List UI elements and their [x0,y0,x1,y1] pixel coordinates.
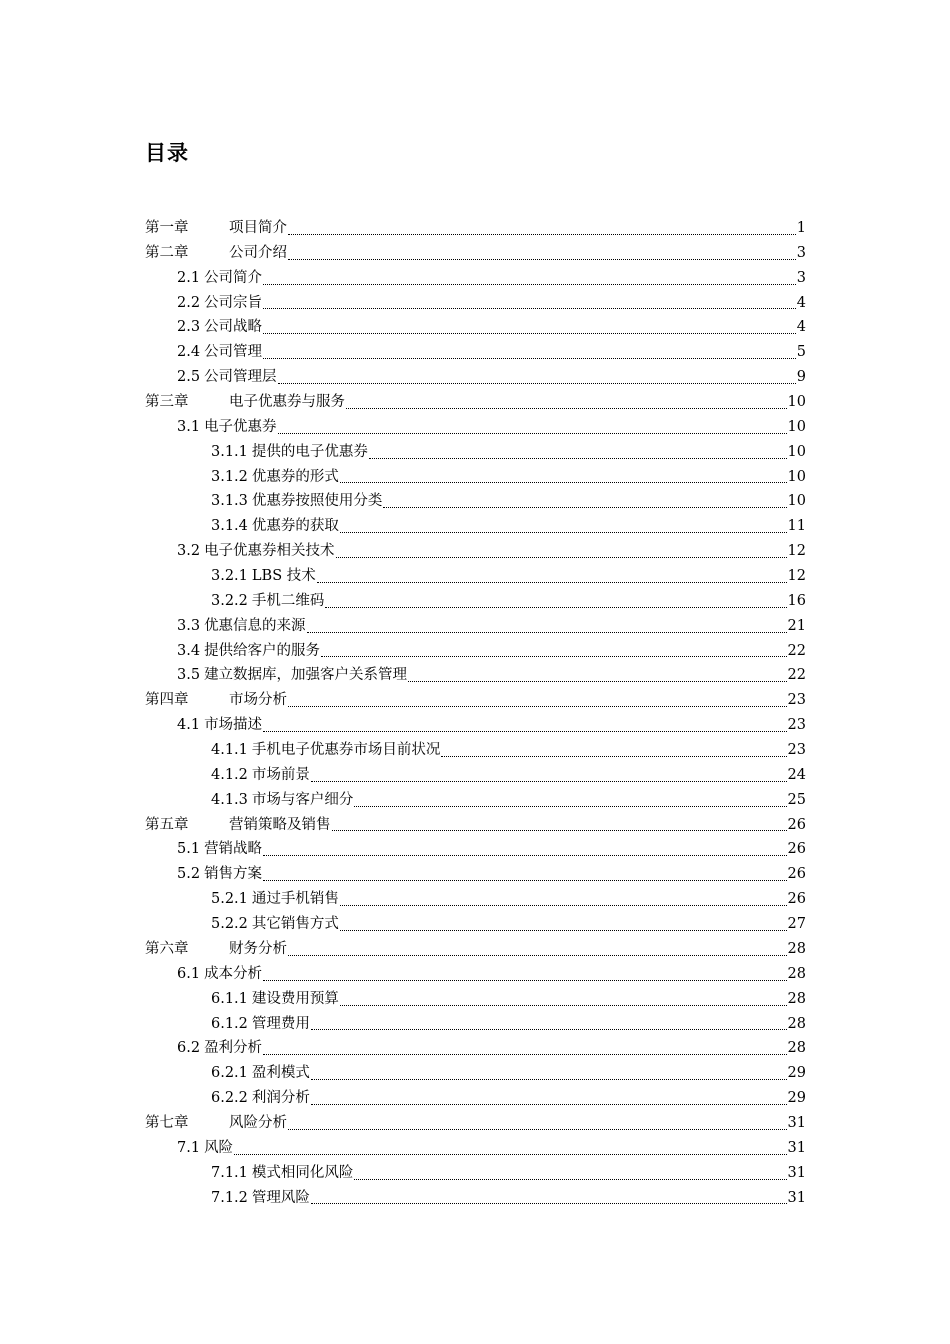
toc-entry-page: 28 [787,965,806,982]
dot-leader [311,1104,787,1105]
toc-entry[interactable] [145,415,806,440]
toc-entry-number: 6.1.1 [211,990,248,1007]
toc-entry-label: 公司战略 [204,319,263,336]
toc-entry[interactable] [145,539,806,564]
toc-entry-number: 第二章 [145,244,189,261]
toc-entry[interactable] [145,663,806,688]
toc-entry[interactable] [145,1111,806,1136]
toc-entry-label: 提供的电子优惠券 [251,443,368,460]
toc-entry[interactable] [145,1161,806,1186]
toc-entry-label: 风险分析 [229,1114,287,1131]
dot-leader [288,1129,787,1130]
toc-entry-label: 手机电子优惠券市场目前状况 [251,742,441,759]
toc-entry-page: 16 [787,592,806,609]
dot-leader [311,1203,787,1204]
toc-entry-number: 2.1 [177,269,201,286]
toc-entry[interactable] [145,1086,806,1111]
toc-entry-number: 4.1.1 [211,742,248,759]
dot-leader [369,458,787,459]
toc-entry[interactable] [145,291,806,316]
toc-entry-page: 5 [796,344,806,361]
toc-entry[interactable] [145,837,806,862]
toc-entry-page: 28 [787,1015,806,1032]
dot-leader [234,1154,786,1155]
toc-entry-number: 第七章 [145,1114,189,1131]
toc-entry-page: 1 [796,220,806,236]
toc-entry-label: 提供给客户的服务 [204,642,321,659]
toc-entry[interactable] [145,962,806,987]
toc-entry-number: 7.1.2 [211,1189,248,1206]
toc-entry[interactable] [145,589,806,614]
toc-entry-label: 盈利模式 [251,1065,310,1082]
toc-entry-label: 市场前景 [251,766,310,783]
toc-entry[interactable] [145,465,806,490]
dot-leader [288,706,787,707]
toc-entry-label: 公司简介 [204,269,263,286]
toc-entry[interactable] [145,440,806,465]
toc-entry-number: 3.1.3 [211,493,248,510]
toc-entry-number: 6.2 [177,1040,201,1057]
toc-entry-number: 3.1.2 [211,468,248,485]
toc-entry-page: 27 [787,916,806,933]
toc-entry-page: 28 [787,1040,806,1057]
toc-entry-label: 模式相同化风险 [251,1164,354,1181]
toc-entry-page: 21 [787,617,806,634]
toc-entry-page: 28 [787,990,806,1007]
dot-leader [311,1029,787,1030]
dot-leader [441,756,786,757]
toc-entry-label: 销售方案 [204,866,263,883]
toc-entry-label: 手机二维码 [251,592,325,609]
toc-entry[interactable] [145,340,806,365]
dot-leader [288,259,796,260]
toc-entry[interactable] [145,813,806,838]
dot-leader [354,1179,786,1180]
toc-entry-page: 9 [796,369,806,386]
toc-entry-number: 第六章 [145,940,189,957]
toc-entry-label: 盈利分析 [204,1040,263,1057]
toc-entry-number: 5.2.2 [211,916,248,933]
toc-entry-number: 2.2 [177,294,201,311]
toc-entry-page: 23 [787,717,806,734]
toc-entry-number: 3.3 [177,617,201,634]
toc-entry-label: 管理风险 [251,1189,310,1206]
toc-entry-page: 22 [787,667,806,684]
dot-leader [340,482,787,483]
toc-entry[interactable] [145,1061,806,1086]
toc-entry-page: 10 [787,468,806,485]
toc-entry-page: 31 [787,1114,806,1131]
toc-entry[interactable] [145,614,806,639]
toc-entry[interactable] [145,1186,806,1211]
toc-entry-label: LBS 技术 [251,568,316,585]
toc-entry-number: 2.3 [177,319,201,336]
toc-entry-number: 3.1.4 [211,518,248,535]
toc-entry-page: 12 [787,568,806,585]
toc-entry-label: 电子优惠券相关技术 [204,543,335,560]
toc-entry-page: 12 [787,543,806,560]
toc-entry-label: 市场描述 [204,717,263,734]
toc-entry-number: 3.2.2 [211,592,248,609]
dot-leader [340,905,787,906]
toc-entry-label: 公司管理层 [204,369,277,386]
toc-entry-label: 建设费用预算 [251,990,339,1007]
dot-leader [311,1079,787,1080]
toc-entry-page: 23 [787,742,806,759]
dot-leader [317,582,787,583]
toc-entry-label: 市场与客户细分 [251,791,354,808]
toc-entry[interactable] [145,1036,806,1061]
toc-entry-page: 4 [796,294,806,311]
dot-leader [408,681,786,682]
toc-entry-page: 31 [787,1139,806,1156]
dot-leader [340,1005,787,1006]
toc-entry-label: 成本分析 [204,965,263,982]
toc-entry-page: 10 [787,418,806,435]
dot-leader [263,284,796,285]
toc-entry-page: 24 [787,766,806,783]
toc-entry-number: 6.1 [177,965,201,982]
dot-leader [263,358,796,359]
toc-entry-label: 公司宗旨 [204,294,263,311]
toc-entry[interactable] [145,713,806,738]
toc-entry-label: 利润分析 [251,1090,310,1107]
toc-entry[interactable] [145,639,806,664]
dot-leader [278,383,796,384]
dot-leader [278,433,787,434]
dot-leader [383,507,786,508]
toc-entry-number: 5.2.1 [211,891,248,908]
dot-leader [354,806,786,807]
toc-entry-number: 3.2.1 [211,568,248,585]
toc-entry[interactable] [145,564,806,589]
toc-entry-label: 营销策略及销售 [229,816,331,833]
toc-entry-number: 3.4 [177,642,201,659]
toc-entry-label: 电子优惠券 [204,418,277,435]
toc-entry-page: 4 [796,319,806,336]
toc-entry-label: 优惠信息的来源 [204,617,306,634]
toc-entry-number: 4.1 [177,717,201,734]
toc-entry[interactable] [145,688,806,713]
dot-leader [263,308,796,309]
toc-entry[interactable] [145,1012,806,1037]
toc-entry-page: 10 [787,493,806,510]
toc-entry-number: 3.2 [177,543,201,560]
toc-entry-number: 第四章 [145,692,189,709]
toc-entry-number: 3.1.1 [211,443,248,460]
toc-entry-number: 第一章 [145,220,189,236]
dot-leader [288,234,796,235]
toc-entry-page: 23 [787,692,806,709]
toc-entry[interactable] [145,987,806,1012]
toc-entry-number: 3.5 [177,667,201,684]
dot-leader [263,731,786,732]
toc-entry-number: 7.1.1 [211,1164,248,1181]
toc-entry[interactable] [145,763,806,788]
toc-entry[interactable] [145,788,806,813]
toc-entry-page: 3 [796,244,806,261]
toc-entry[interactable] [145,390,806,415]
dot-leader [332,830,787,831]
dot-leader [321,656,786,657]
dot-leader [340,532,787,533]
toc-entry-label: 优惠券的形式 [251,468,339,485]
toc-entry-number: 6.2.1 [211,1065,248,1082]
toc-entry-page: 28 [787,940,806,957]
toc-entry-page: 31 [787,1164,806,1181]
dot-leader [311,781,787,782]
toc-entry-label: 建立数据库，加强客户关系管理 [204,667,408,684]
toc-entry-page: 29 [787,1090,806,1107]
toc-entry-label: 管理费用 [251,1015,310,1032]
toc-entry[interactable] [145,912,806,937]
toc-entry[interactable] [145,216,806,241]
toc-entry-page: 26 [787,866,806,883]
toc-entry-label: 营销战略 [204,841,263,858]
toc-entry-page: 10 [787,394,806,411]
toc-entry-page: 29 [787,1065,806,1082]
table-of-contents [145,216,806,1210]
toc-entry-page: 10 [787,443,806,460]
toc-entry-label: 通过手机销售 [251,891,339,908]
toc-entry[interactable] [145,738,806,763]
dot-leader [263,333,796,334]
toc-entry[interactable] [145,489,806,514]
dot-leader [340,930,787,931]
dot-leader [263,880,786,881]
toc-entry-label: 项目简介 [229,220,287,236]
toc-entry-label: 电子优惠券与服务 [229,394,345,411]
toc-entry[interactable] [145,862,806,887]
toc-entry-label: 优惠券的获取 [251,518,339,535]
toc-entry-page: 26 [787,841,806,858]
toc-entry-label: 风险 [204,1139,234,1156]
toc-entry[interactable] [145,365,806,390]
toc-entry-number: 4.1.3 [211,791,248,808]
dot-leader [263,1054,786,1055]
dot-leader [325,607,786,608]
toc-entry-number: 6.1.2 [211,1015,248,1032]
dot-leader [288,955,787,956]
toc-entry-number: 3.1 [177,418,201,435]
toc-entry-number: 第五章 [145,816,189,833]
dot-leader [307,632,787,633]
toc-entry-label: 财务分析 [229,940,287,957]
toc-entry-label: 公司管理 [204,344,263,361]
dot-leader [346,408,787,409]
toc-entry-number: 第三章 [145,394,189,411]
toc-entry-number: 2.5 [177,369,201,386]
toc-entry-label: 其它销售方式 [251,916,339,933]
toc-entry[interactable] [145,1136,806,1161]
toc-entry-number: 7.1 [177,1139,201,1156]
toc-entry-number: 6.2.2 [211,1090,248,1107]
toc-entry-label: 优惠券按照使用分类 [251,493,383,510]
toc-entry[interactable] [145,937,806,962]
toc-entry-page: 26 [787,816,806,833]
toc-entry-number: 4.1.2 [211,766,248,783]
toc-entry-number: 2.4 [177,344,201,361]
toc-entry-label: 公司介绍 [229,244,287,261]
toc-entry-page: 25 [787,791,806,808]
toc-entry[interactable] [145,266,806,291]
toc-entry[interactable] [145,887,806,912]
toc-entry[interactable] [145,514,806,539]
dot-leader [263,980,786,981]
dot-leader [263,855,786,856]
toc-entry-page: 26 [787,891,806,908]
toc-entry-number: 5.1 [177,841,201,858]
toc-entry-label: 市场分析 [229,692,287,709]
toc-entry-page: 11 [787,518,806,535]
toc-entry-number: 5.2 [177,866,201,883]
toc-title: 目录 [145,141,189,165]
toc-entry-page: 31 [787,1189,806,1206]
toc-entry[interactable] [145,315,806,340]
dot-leader [336,557,787,558]
toc-entry-page: 3 [796,269,806,286]
toc-entry[interactable] [145,241,806,266]
toc-entry-page: 22 [787,642,806,659]
